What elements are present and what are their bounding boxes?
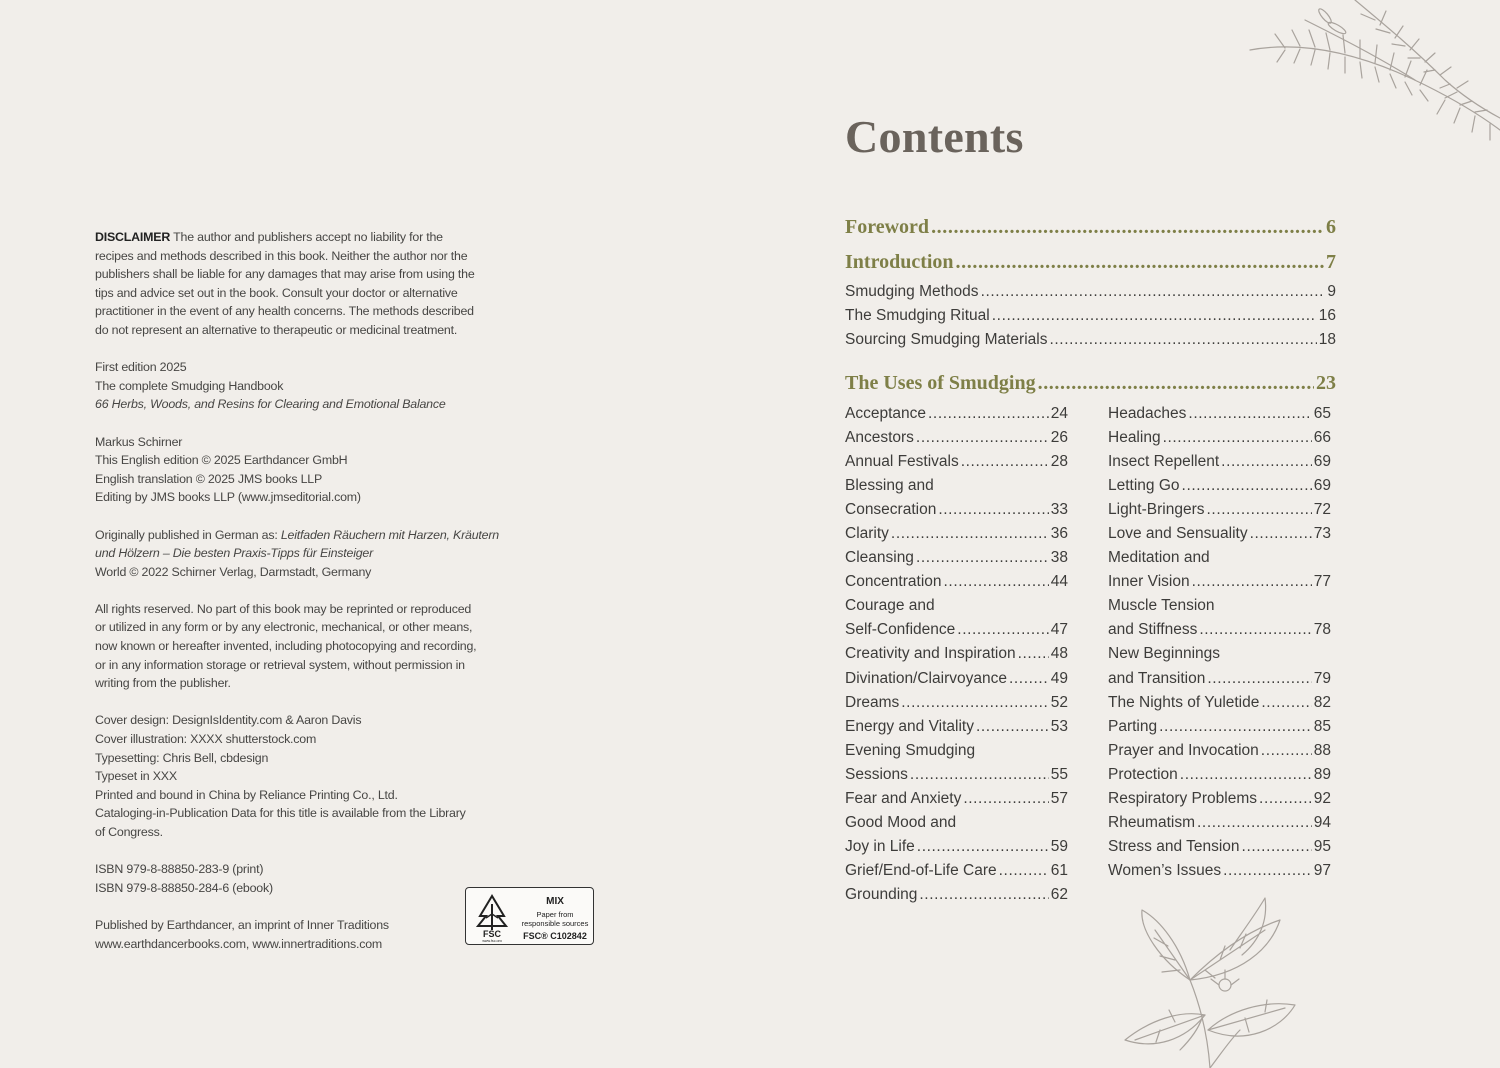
toc-entry-page: 6 bbox=[1326, 216, 1336, 238]
dot-leader bbox=[963, 787, 1048, 811]
toc-entry-page: 61 bbox=[1050, 861, 1068, 879]
rights-line: or utilized in any form or by any electronic, mechanical, or other means, bbox=[95, 620, 473, 635]
fsc-logo-text: FSC bbox=[483, 929, 501, 939]
dot-leader bbox=[931, 210, 1324, 245]
toc-entry-label: Inner Vision bbox=[1108, 573, 1190, 591]
uses-column-left bbox=[845, 402, 1068, 907]
toc-entry-label: The Smudging Ritual bbox=[845, 307, 990, 325]
toc-entry-label-first-line: Evening Smudging bbox=[845, 741, 976, 759]
dot-leader bbox=[1180, 763, 1312, 787]
toc-entry-page: 72 bbox=[1313, 501, 1331, 519]
dot-leader bbox=[1221, 450, 1312, 474]
toc-entry-page: 73 bbox=[1313, 525, 1331, 543]
dot-leader bbox=[928, 402, 1049, 426]
toc-entry-page: 62 bbox=[1050, 885, 1068, 903]
toc-entry-headaches[interactable] bbox=[1108, 402, 1331, 426]
toc-entry-page: 24 bbox=[1050, 405, 1068, 422]
toc-entry-page: 92 bbox=[1313, 789, 1331, 807]
toc-entry-page: 53 bbox=[1050, 717, 1068, 735]
fsc-code: FSC® C102842 bbox=[523, 931, 587, 941]
fsc-tree-logo-icon bbox=[472, 892, 512, 942]
dot-leader bbox=[1207, 498, 1312, 522]
toc-entry-page: 48 bbox=[1050, 645, 1068, 663]
toc-entry-page: 9 bbox=[1327, 283, 1336, 300]
toc-entry-creativity-and-inspiration[interactable] bbox=[845, 642, 1068, 666]
dot-leader bbox=[1192, 570, 1312, 594]
credit-line: Editing by JMS books LLP (www.jmseditorial.com) bbox=[95, 490, 361, 505]
dot-leader bbox=[944, 570, 1049, 594]
toc-entry-label: Sourcing Smudging Materials bbox=[845, 331, 1048, 349]
credit-line: English translation © 2025 JMS books LLP bbox=[95, 471, 323, 486]
dot-leader bbox=[999, 859, 1049, 883]
dot-leader bbox=[992, 304, 1317, 328]
toc-entry-label: Stress and Tension bbox=[1108, 837, 1240, 855]
toc-entry-label: Parting bbox=[1108, 717, 1158, 735]
production-line: Printed and bound in China by Reliance Printing Co., Ltd. bbox=[95, 787, 398, 802]
toc-entry-page: 59 bbox=[1050, 837, 1068, 855]
toc-entry-meditation-and-inner-vision[interactable] bbox=[1108, 546, 1331, 594]
toc-entry-love-and-sensuality[interactable] bbox=[1108, 522, 1331, 546]
toc-entry-parting[interactable] bbox=[1108, 715, 1331, 739]
toc-entry-page: 82 bbox=[1313, 693, 1331, 711]
original-prefix: Originally published in German as: bbox=[95, 527, 281, 542]
dot-leader bbox=[957, 618, 1048, 642]
toc-entry-foreword[interactable] bbox=[845, 210, 1336, 245]
dot-leader bbox=[901, 691, 1048, 715]
toc-entry-the-nights-of-yuletide[interactable] bbox=[1108, 691, 1331, 715]
dot-leader bbox=[916, 546, 1049, 570]
toc-entry-smudging-ritual[interactable] bbox=[845, 304, 1336, 328]
edition-block bbox=[95, 358, 515, 414]
dot-leader bbox=[1223, 859, 1312, 883]
toc-top bbox=[845, 210, 1336, 353]
original-title: Leitfaden Räuchern mit Harzen, Kräutern bbox=[280, 527, 499, 542]
toc-entry-smudging-methods[interactable] bbox=[845, 280, 1336, 304]
dot-leader bbox=[1261, 691, 1311, 715]
toc-entry-page: 79 bbox=[1313, 669, 1331, 687]
isbn-ebook: ISBN 979-8-88850-284-6 (ebook) bbox=[95, 880, 273, 895]
toc-entry-label: Consecration bbox=[845, 501, 937, 519]
production-line: Cover illustration: XXXX shutterstock.com bbox=[95, 732, 317, 747]
contents-page bbox=[750, 0, 1500, 1068]
contents-title: Contents bbox=[845, 111, 1024, 162]
toc-entry-page: 66 bbox=[1313, 429, 1331, 447]
toc-entry-page: 85 bbox=[1313, 717, 1331, 735]
uses-column-right bbox=[1108, 402, 1331, 883]
dot-leader bbox=[919, 883, 1048, 907]
toc-entry-label: Dreams bbox=[845, 693, 900, 711]
toc-entry-page: 77 bbox=[1313, 573, 1331, 591]
toc-entry-page: 69 bbox=[1313, 477, 1331, 495]
production-line: Cataloging-in-Publication Data for this title is available from the Library bbox=[95, 806, 466, 821]
toc-entry-label-first-line: Blessing and bbox=[845, 477, 934, 495]
toc-entry-women-s-issues[interactable] bbox=[1108, 859, 1331, 883]
dot-leader bbox=[1159, 715, 1312, 739]
disclaimer-heading: DISCLAIMER bbox=[95, 230, 171, 244]
disclaimer bbox=[95, 228, 515, 340]
toc-entry-label-first-line: Muscle Tension bbox=[1108, 597, 1215, 615]
toc-entry-grounding[interactable] bbox=[845, 883, 1068, 907]
production-block bbox=[95, 711, 515, 841]
fsc-logo-url: www.fsc.org bbox=[482, 939, 502, 942]
dot-leader bbox=[1261, 739, 1312, 763]
toc-entry-page: 89 bbox=[1313, 765, 1331, 783]
toc-entry-label: Grounding bbox=[845, 885, 918, 903]
disclaimer-line: publishers shall be liable for any damages that may arise from using the bbox=[95, 267, 475, 282]
toc-entry-page: 26 bbox=[1050, 429, 1068, 447]
original-copyright: World © 2022 Schirner Verlag, Darmstadt, Germany bbox=[95, 564, 372, 579]
toc-entry-label: and Transition bbox=[1108, 669, 1206, 687]
toc-entry-concentration[interactable] bbox=[845, 570, 1068, 594]
imprint-text bbox=[95, 228, 515, 972]
dot-leader bbox=[1250, 522, 1312, 546]
toc-entry-page: 47 bbox=[1050, 621, 1068, 639]
toc-entry-label: Divination/Clairvoyance bbox=[845, 669, 1007, 687]
toc-entry-evening-smudging-sessions[interactable] bbox=[845, 739, 1068, 787]
toc-entry-respiratory-problems[interactable] bbox=[1108, 787, 1331, 811]
disclaimer-line: The author and publishers accept no liability for the bbox=[173, 230, 443, 244]
toc-entry-page: 88 bbox=[1313, 741, 1331, 759]
toc-entry-page: 95 bbox=[1313, 837, 1331, 855]
fsc-paper-line: Paper from bbox=[536, 910, 574, 919]
dot-leader bbox=[1009, 667, 1049, 691]
toc-entry-insect-repellent[interactable] bbox=[1108, 450, 1331, 474]
toc-entry-label: Smudging Methods bbox=[845, 283, 979, 300]
toc-entry-label: Energy and Vitality bbox=[845, 717, 974, 735]
disclaimer-line: practitioner in the event of any health concerns. The methods described bbox=[95, 304, 474, 319]
dot-leader bbox=[1197, 811, 1312, 835]
toc-entry-acceptance[interactable] bbox=[845, 402, 1068, 426]
dot-leader bbox=[938, 498, 1048, 522]
toc-entry-label: Healing bbox=[1108, 429, 1161, 447]
toc-entry-label: Protection bbox=[1108, 765, 1178, 783]
toc-entry-label-first-line: Good Mood and bbox=[845, 813, 957, 831]
toc-entry-label: Insect Repellent bbox=[1108, 453, 1220, 471]
dot-leader bbox=[1018, 642, 1049, 666]
isbn-block bbox=[95, 860, 515, 897]
toc-entry-page: 33 bbox=[1050, 501, 1068, 519]
dot-leader bbox=[956, 245, 1324, 280]
toc-entry-ancestors[interactable] bbox=[845, 426, 1068, 450]
dot-leader bbox=[916, 426, 1049, 450]
toc-entry-sourcing-materials[interactable] bbox=[845, 328, 1336, 352]
toc-entry-page: 28 bbox=[1050, 453, 1068, 471]
credits-block bbox=[95, 433, 515, 507]
toc-entry-page: 23 bbox=[1316, 372, 1336, 394]
dot-leader bbox=[961, 450, 1049, 474]
dot-leader bbox=[1038, 366, 1314, 401]
fsc-mix: MIX bbox=[546, 896, 564, 907]
toc-entry-label-first-line: Meditation and bbox=[1108, 549, 1210, 567]
fsc-paper-line: responsible sources bbox=[521, 919, 589, 928]
toc-entry-label: Foreword bbox=[845, 216, 930, 238]
toc-entry-page: 69 bbox=[1313, 453, 1331, 471]
toc-entry-label: Fear and Anxiety bbox=[845, 789, 962, 807]
toc-entry-good-mood-and-joy-in-life[interactable] bbox=[845, 811, 1068, 859]
toc-entry-prayer-and-invocation[interactable] bbox=[1108, 739, 1331, 763]
dot-leader bbox=[891, 522, 1049, 546]
toc-entry-letting-go[interactable] bbox=[1108, 474, 1331, 498]
production-line: Cover design: DesignIsIdentity.com & Aaron Davis bbox=[95, 713, 362, 728]
toc-entry-page: 38 bbox=[1050, 549, 1068, 567]
toc-entry-grief-end-of-life-care[interactable] bbox=[845, 859, 1068, 883]
toc-entry-energy-and-vitality[interactable] bbox=[845, 715, 1068, 739]
toc-entry-label: Introduction bbox=[845, 251, 954, 273]
dot-leader bbox=[981, 280, 1326, 304]
toc-entry-introduction[interactable] bbox=[845, 245, 1336, 280]
rights-line: All rights reserved. No part of this book may be reprinted or reproduced bbox=[95, 601, 472, 616]
dot-leader bbox=[1188, 402, 1311, 426]
edition: First edition 2025 bbox=[95, 360, 187, 375]
toc-entry-label: Women’s Issues bbox=[1108, 861, 1222, 879]
toc-entry-label: Joy in Life bbox=[845, 837, 915, 855]
dot-leader bbox=[1049, 328, 1316, 352]
disclaimer-line: do not represent an alternative to therapeutic or medicinal treatment. bbox=[95, 322, 458, 337]
toc-entry-new-beginnings-and-transition[interactable] bbox=[1108, 642, 1331, 690]
dot-leader bbox=[1182, 474, 1312, 498]
toc-entry-label: Cleansing bbox=[845, 549, 914, 567]
toc-entry-label: Clarity bbox=[845, 525, 889, 543]
toc-entry-label: Ancestors bbox=[845, 429, 914, 447]
rights-line: now known or hereafter invented, including photocopying and recording, bbox=[95, 639, 477, 654]
toc-entry-label: Letting Go bbox=[1108, 477, 1180, 495]
toc-entry-page: 18 bbox=[1318, 331, 1336, 349]
toc-entry-divination-clairvoyance[interactable] bbox=[845, 667, 1068, 691]
toc-entry-page: 49 bbox=[1050, 669, 1068, 687]
toc-uses-heading bbox=[845, 366, 1336, 401]
rights-line: writing from the publisher. bbox=[95, 676, 231, 691]
dot-leader bbox=[976, 715, 1049, 739]
toc-entry-label: Grief/End-of-Life Care bbox=[845, 861, 997, 879]
herb-flower-illustration bbox=[1080, 890, 1350, 1068]
toc-entry-cleansing[interactable] bbox=[845, 546, 1068, 570]
rights-block bbox=[95, 600, 515, 693]
rights-line: or in any information storage or retrieval system, without permission in bbox=[95, 657, 465, 672]
toc-entry-page: 7 bbox=[1326, 251, 1336, 273]
toc-entry-uses-of-smudging[interactable] bbox=[845, 366, 1336, 401]
toc-entry-label: The Uses of Smudging bbox=[845, 372, 1036, 394]
toc-entry-label: The Nights of Yuletide bbox=[1108, 693, 1260, 711]
toc-entry-label: Self-Confidence bbox=[845, 621, 956, 639]
toc-entry-page: 94 bbox=[1313, 813, 1331, 831]
toc-entry-clarity[interactable] bbox=[845, 522, 1068, 546]
toc-entry-page: 78 bbox=[1313, 621, 1331, 639]
publisher-urls: www.earthdancerbooks.com, www.innertraditions.com bbox=[95, 936, 383, 951]
toc-entry-label: Concentration bbox=[845, 573, 942, 591]
disclaimer-line: tips and advice set out in the book. Consult your doctor or alternative bbox=[95, 285, 458, 300]
isbn-print: ISBN 979-8-88850-283-9 (print) bbox=[95, 862, 264, 877]
toc-entry-stress-and-tension[interactable] bbox=[1108, 835, 1331, 859]
toc-entry-page: 44 bbox=[1050, 573, 1068, 591]
disclaimer-line: recipes and methods described in this book. Neither the author nor the bbox=[95, 248, 468, 263]
fsc-label bbox=[465, 887, 594, 945]
publisher-block bbox=[95, 916, 515, 953]
book-subtitle: 66 Herbs, Woods, and Resins for Clearing and Emotional Balance bbox=[95, 397, 446, 412]
toc-entry-muscle-tension-and-stiffness[interactable] bbox=[1108, 594, 1331, 642]
toc-entry-label: Respiratory Problems bbox=[1108, 789, 1258, 807]
toc-entry-page: 65 bbox=[1313, 405, 1331, 422]
toc-entry-rheumatism[interactable] bbox=[1108, 811, 1331, 835]
book-title: The complete Smudging Handbook bbox=[95, 378, 284, 393]
toc-entry-label: Light-Bringers bbox=[1108, 501, 1205, 519]
toc-entry-label: and Stiffness bbox=[1108, 621, 1198, 639]
fsc-paper-text bbox=[516, 910, 594, 928]
toc-entry-label: Rheumatism bbox=[1108, 813, 1195, 831]
toc-entry-label: Headaches bbox=[1108, 405, 1187, 422]
toc-entry-healing[interactable] bbox=[1108, 426, 1331, 450]
toc-entry-page: 57 bbox=[1050, 789, 1068, 807]
dot-leader bbox=[1163, 426, 1312, 450]
dot-leader bbox=[917, 835, 1049, 859]
dot-leader bbox=[1242, 835, 1312, 859]
toc-entry-label: Love and Sensuality bbox=[1108, 525, 1248, 543]
dot-leader bbox=[910, 763, 1049, 787]
production-line: Typeset in XXX bbox=[95, 769, 177, 784]
dot-leader bbox=[1259, 787, 1312, 811]
toc-entry-light-bringers[interactable] bbox=[1108, 498, 1331, 522]
dot-leader bbox=[1207, 667, 1311, 691]
original-title-cont: und Hölzern – Die besten Praxis-Tipps für Einsteiger bbox=[95, 546, 374, 561]
toc-entry-dreams[interactable] bbox=[845, 691, 1068, 715]
toc-entry-page: 97 bbox=[1313, 861, 1331, 879]
toc-entry-page: 36 bbox=[1050, 525, 1068, 543]
toc-entry-page: 55 bbox=[1050, 765, 1068, 783]
toc-entry-blessing-and-consecration[interactable] bbox=[845, 474, 1068, 522]
toc-entry-protection[interactable] bbox=[1108, 763, 1331, 787]
toc-entry-label: Prayer and Invocation bbox=[1108, 741, 1259, 759]
toc-entry-label: Creativity and Inspiration bbox=[845, 645, 1016, 663]
toc-entry-courage-and-self-confidence[interactable] bbox=[845, 594, 1068, 642]
publisher-line: Published by Earthdancer, an imprint of Inner Traditions bbox=[95, 917, 389, 932]
toc-entry-label-first-line: New Beginnings bbox=[1108, 645, 1221, 663]
credit-line: This English edition © 2025 Earthdancer GmbH bbox=[95, 453, 348, 468]
original-publication bbox=[95, 526, 515, 582]
toc-entry-label: Annual Festivals bbox=[845, 453, 959, 471]
production-line: of Congress. bbox=[95, 825, 163, 839]
toc-entry-label: Sessions bbox=[845, 765, 908, 783]
toc-entry-page: 16 bbox=[1318, 307, 1336, 325]
toc-entry-label: Acceptance bbox=[845, 405, 926, 422]
rosemary-sprig-illustration bbox=[1245, 0, 1500, 150]
toc-entry-label-first-line: Courage and bbox=[845, 597, 935, 615]
toc-entry-fear-and-anxiety[interactable] bbox=[845, 787, 1068, 811]
production-line: Typesetting: Chris Bell, cbdesign bbox=[95, 750, 269, 765]
toc-entry-annual-festivals[interactable] bbox=[845, 450, 1068, 474]
dot-leader bbox=[1199, 618, 1311, 642]
toc-entry-page: 52 bbox=[1050, 693, 1068, 711]
credit-line: Markus Schirner bbox=[95, 434, 183, 449]
